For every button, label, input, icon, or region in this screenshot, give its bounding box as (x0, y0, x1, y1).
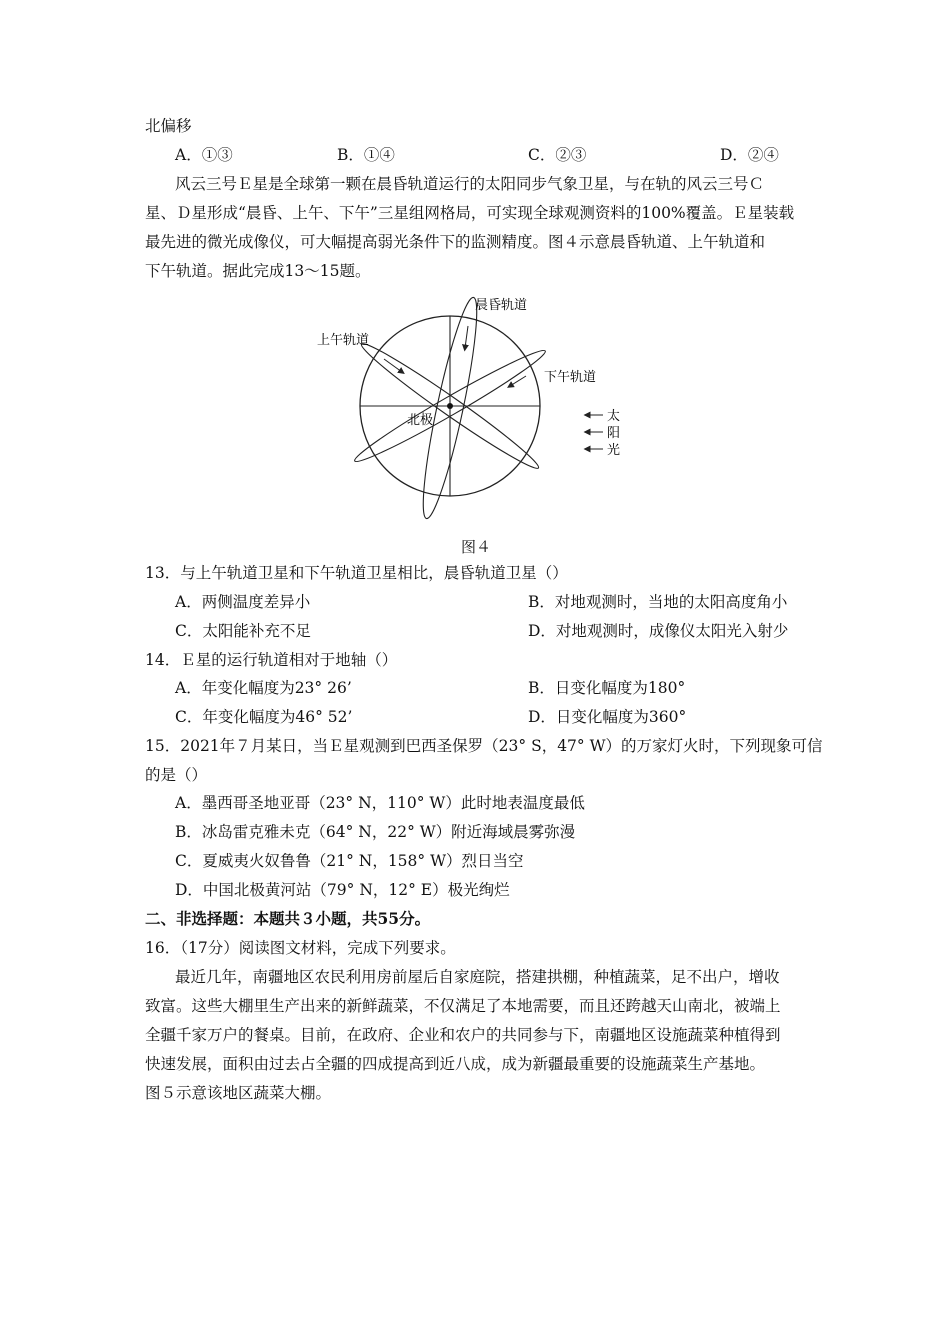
label-sun-3: 光 (607, 443, 621, 458)
q16-para-line-4: 快速发展，面积由过去占全疆的四成提高到近八成，成为新疆最重要的设施蔬菜生产基地。 (145, 1055, 766, 1073)
q12-option-a: A．①③ (175, 146, 233, 164)
q12-option-b: B．①④ (337, 146, 395, 164)
north-pole-dot (447, 403, 453, 409)
intro-line-4: 下午轨道。据此完成13～15题。 (145, 262, 371, 280)
q14-option-b: B．日变化幅度为180° (528, 679, 686, 697)
q16-para-line-3: 全疆千家万户的餐桌。目前，在政府、企业和农户的共同参与下，南疆地区设施蔬菜种植得到 (145, 1026, 781, 1044)
label-afternoon: 下午轨道 (544, 370, 597, 385)
q16-para-line-5: 图５示意该地区蔬菜大棚。 (145, 1084, 332, 1102)
q14-option-a: A．年变化幅度为23° 26’ (175, 679, 352, 697)
q16-para-line-1: 最近几年，南疆地区农民利用房前屋后自家庭院，搭建拱棚，种植蔬菜，足不出户，增收 (175, 968, 780, 986)
q16-para-line-2: 致富。这些大棚里生产出来的新鲜蔬菜，不仅满足了本地需要，而且还跨越天山南北，被端上 (145, 997, 781, 1015)
q13-stem: 13．与上午轨道卫星和下午轨道卫星相比，晨昏轨道卫星（） (145, 564, 568, 582)
q15-option-d: D．中国北极黄河站（79° N，12° E）极光绚烂 (175, 881, 510, 899)
label-north-pole: 北极 (407, 413, 434, 428)
q15-option-a: A．墨西哥圣地亚哥（23° N，110° W）此时地表温度最低 (175, 794, 585, 812)
q13-option-a: A．两侧温度差异小 (175, 593, 311, 611)
label-sun-1: 太 (607, 409, 621, 424)
section-2-heading: 二、非选择题：本题共３小题，共55分。 (145, 909, 431, 928)
q13-option-c: C．太阳能补充不足 (175, 622, 311, 640)
top-fragment: 北偏移 (145, 117, 192, 135)
label-morning: 上午轨道 (317, 333, 370, 348)
q12-option-c: C．②③ (528, 146, 587, 164)
q15-stem-2: 的是（） (145, 766, 208, 784)
dawn-dusk-arrow (465, 326, 468, 348)
label-dawn-dusk: 晨昏轨道 (475, 298, 528, 313)
q16-stem: 16．（17分）阅读图文材料，完成下列要求。 (145, 939, 456, 957)
intro-line-1: 风云三号Ｅ星是全球第一颗在晨昏轨道运行的太阳同步气象卫星，与在轨的风云三号Ｃ (175, 175, 765, 193)
q15-option-c: C．夏威夷火奴鲁鲁（21° N，158° W）烈日当空 (175, 852, 524, 870)
q15-stem-1: 15．2021年７月某日，当Ｅ星观测到巴西圣保罗（23° S，47° W）的万家灯火时，下列现象可信 (145, 737, 823, 755)
q15-option-b: B．冰岛雷克雅未克（64° N，22° W）附近海域晨雾弥漫 (175, 823, 576, 841)
orbit-diagram (300, 296, 640, 526)
q14-stem: 14．Ｅ星的运行轨道相对于地轴（） (145, 651, 398, 669)
q13-option-d: D．对地观测时，成像仪太阳光入射少 (528, 622, 789, 640)
label-sun-2: 阳 (607, 426, 621, 441)
q14-option-d: D．日变化幅度为360° (528, 708, 687, 726)
q13-option-b: B．对地观测时，当地的太阳高度角小 (528, 593, 788, 611)
figure-caption: 图４ (461, 538, 492, 556)
q14-option-c: C．年变化幅度为46° 52’ (175, 708, 353, 726)
intro-line-3: 最先进的微光成像仪，可大幅提高弱光条件下的监测精度。图４示意晨昏轨道、上午轨道和 (145, 233, 766, 251)
intro-line-2: 星、Ｄ星形成“晨昏、上午、下午”三星组网格局，可实现全球观测资料的100%覆盖。Ｅ星装载 (145, 204, 795, 222)
q12-option-d: D．②④ (720, 146, 779, 164)
